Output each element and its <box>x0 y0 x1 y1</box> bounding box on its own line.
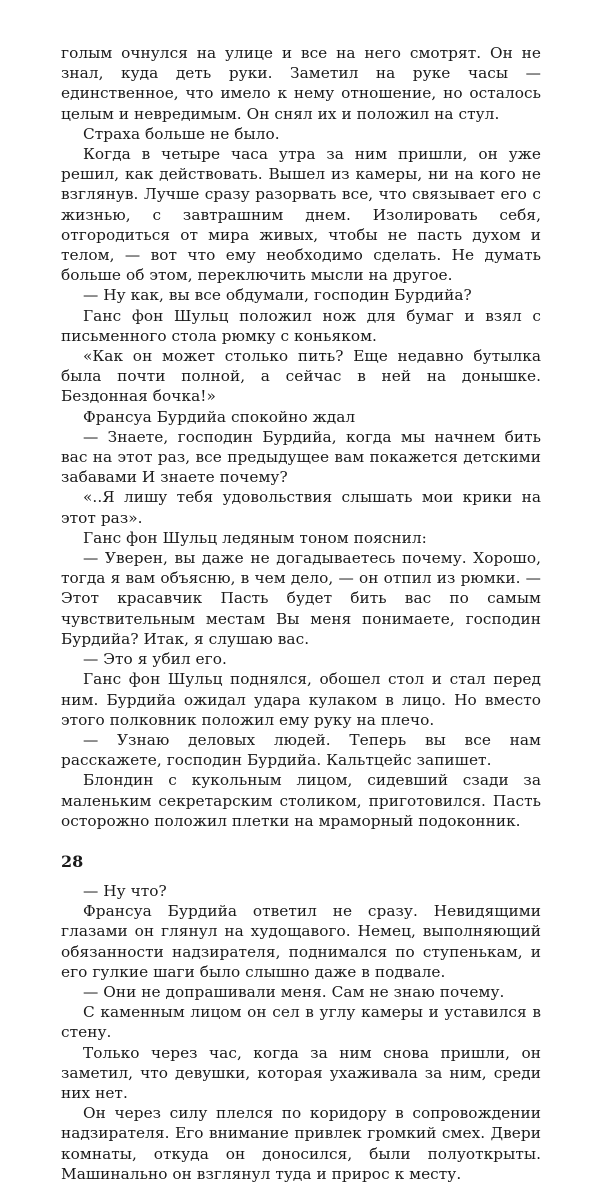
paragraph: — Уверен, вы даже не догадываетесь почему. Хорошо, тогда я вам объясню, в чем дело, — он отпил из рюмки. — Этот красавчик Пасть будет бить вас по самым чувствительным местам Вы меня понимаете, господин Бурдийа? Итак, я слушаю вас. <box>61 549 541 648</box>
paragraph: Ганс фон Шульц положил нож для бумаг и взял с письменного стола рюмку с коньяком. <box>61 306 541 345</box>
paragraph: Он через силу плелся по коридору в сопровождении надзирателя. Его внимание привлек громкий смех. Двери комнаты, откуда он доносился, были полуоткрыты. Машинально он взглянул туда и прирос к месту. <box>61 1104 541 1183</box>
paragraph: Франсуа Бурдийа спокойно ждал <box>83 407 356 426</box>
paragraph: — Это я убил его. <box>83 650 227 669</box>
paragraph: — Знаете, господин Бурдийа, когда мы начнем бить вас на этот раз, все предыдущее вам покажется детскими забавами И знаете почему? <box>61 427 541 487</box>
page-text <box>61 43 541 1184</box>
paragraph: Франсуа Бурдийа ответил не сразу. Невидящими глазами он глянул на худощавого. Немец, выполняющий обязанности надзирателя, поднимался по ступенькам, и его гулкие шаги было слышно даже в подвале. <box>61 902 541 981</box>
page-number: 28 <box>61 852 84 871</box>
paragraph: С каменным лицом он сел в углу камеры и уставился в стену. <box>61 1003 541 1042</box>
paragraph: — Ну что? <box>83 881 167 900</box>
section-break <box>61 831 541 881</box>
paragraph: — Они не допрашивали меня. Сам не знаю почему. <box>83 982 505 1001</box>
paragraph: — Ну как, вы все обдумали, господин Бурдийа? <box>83 286 472 305</box>
paragraph: Когда в четыре часа утра за ним пришли, он уже решил, как действовать. Вышел из камеры, ни на кого не взглянув. Лучше сразу разорвать все, что связывает его с жизнью, с завтрашним днем. Изолировать себя, отгородиться от мира живых, чтобы не пасть духом и телом, — вот что ему необходимо сделать. Не думать больше об этом, переключить мысли на другое. <box>61 145 541 285</box>
paragraph: Ганс фон Шульц поднялся, обошел стол и стал перед ним. Бурдийа ожидал удара кулаком в лицо. Но вместо этого полковник положил ему руку на плечо. <box>61 670 541 729</box>
paragraph: Только через час, когда за ним снова пришли, он заметил, что девушки, которая ухаживала за ним, среди них нет. <box>61 1043 541 1102</box>
paragraph: «..Я лишу тебя удовольствия слышать мои крики на этот раз». <box>61 488 541 527</box>
paragraph: Страха больше не было. <box>83 124 280 143</box>
paragraph: «Как он может столько пить? Еще недавно бутылка была почти полной, а сейчас в ней на донышке. Бездонная бочка!» <box>61 347 541 406</box>
paragraph: — Узнаю деловых людей. Теперь вы все нам расскажете, господин Бурдийа. Кальтцейс запишет. <box>61 730 541 770</box>
paragraph: Ганс фон Шульц ледяным тоном пояснил: <box>83 528 427 547</box>
paragraph: голым очнулся на улице и все на него смотрят. Он не знал, куда деть руки. Заметил на руке часы — единственное, что имело к нему отношение, но осталось целым и невредимым. Он снял их и положил на стул. <box>61 44 541 123</box>
paragraph: Блондин с кукольным лицом, сидевший сзади за маленьким секретарским столиком, приготовился. Пасть осторожно положил плетки на мраморный подоконник. <box>61 771 541 830</box>
